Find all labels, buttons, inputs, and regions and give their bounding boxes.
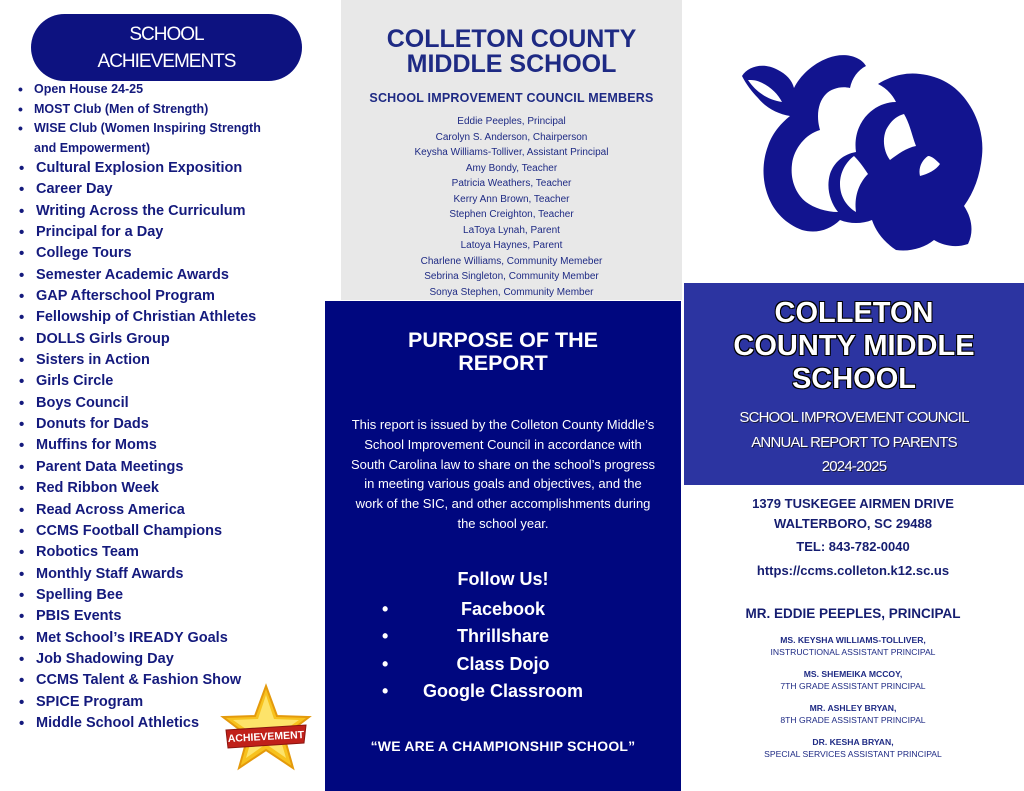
staff-role: 7TH GRADE ASSISTANT PRINCIPAL <box>780 680 926 691</box>
staff-entry <box>682 737 1024 760</box>
staff-name: MR. ASHLEY BRYAN, <box>809 703 897 713</box>
list-item: • Semester Academic Awards <box>18 265 338 286</box>
cover-panel <box>682 0 1024 791</box>
list-item: Eddie Peeples, Principal <box>457 116 566 127</box>
council-school-title-line1: COLLETON COUNTY <box>386 25 637 53</box>
purpose-title-line1: PURPOSE OF THE <box>408 328 598 352</box>
list-item: • Girls Circle <box>18 371 338 392</box>
cover-subtitle-line3: 2024-2025 <box>821 458 887 475</box>
achievement-badge-text: ACHIEVEMENT <box>227 729 305 745</box>
list-item: and Empowerment) <box>34 140 150 155</box>
achievements-title-line2: ACHIEVEMENTS <box>97 51 236 72</box>
list-item: Amy Bondy, Teacher <box>465 162 558 174</box>
council-school-title <box>341 27 682 77</box>
purpose-title <box>325 329 681 375</box>
social-link-class-dojo[interactable]: • Class Dojo <box>325 651 681 679</box>
staff-name: MS. KEYSHA WILLIAMS-TOLLIVER, <box>780 635 926 645</box>
school-address <box>682 494 1024 534</box>
council-panel <box>341 0 682 300</box>
staff-name: DR. KESHA BRYAN, <box>812 737 894 747</box>
list-item: • Principal for a Day <box>18 222 338 243</box>
list-item: • Career Day <box>18 179 338 200</box>
list-item: Charlene Williams, Community Memeber <box>420 255 603 267</box>
list-item: • MOST Club (Men of Strength) <box>18 100 338 120</box>
staff-entry <box>682 669 1024 692</box>
council-members-list <box>341 114 682 300</box>
list-item: • Muffins for Moms <box>18 435 338 456</box>
purpose-title-line2: REPORT <box>458 351 548 375</box>
list-item: • Open House 24-25 <box>18 80 338 100</box>
staff-role: 8TH GRADE ASSISTANT PRINCIPAL <box>780 714 926 725</box>
cover-school-name <box>684 297 1024 396</box>
list-item: • DOLLS Girls Group <box>18 329 338 350</box>
social-link-facebook[interactable]: • Facebook <box>325 596 681 624</box>
achievement-star-icon <box>220 683 312 775</box>
list-item: • SPICE Program <box>18 692 338 713</box>
staff-name: MS. SHEMEIKA MCCOY, <box>803 669 903 679</box>
social-links-list <box>325 596 681 706</box>
social-link-thrillshare[interactable]: • Thrillshare <box>325 623 681 651</box>
school-phone: TEL: 843-782-0040 <box>796 539 910 554</box>
staff-role: SPECIAL SERVICES ASSISTANT PRINCIPAL <box>764 748 942 759</box>
list-item: • Cultural Explosion Exposition <box>18 158 338 179</box>
council-members-heading: SCHOOL IMPROVEMENT COUNCIL MEMBERS <box>369 91 654 105</box>
list-item: Latoya Haynes, Parent <box>460 240 563 251</box>
school-website-link[interactable]: https://ccms.colleton.k12.sc.us <box>756 563 950 578</box>
list-item: • PBIS Events <box>18 606 338 627</box>
achievements-title <box>31 14 302 81</box>
council-school-title-line2: MIDDLE SCHOOL <box>406 50 617 78</box>
list-item: • Donuts for Dads <box>18 414 338 435</box>
follow-us-heading: Follow Us! <box>457 568 549 589</box>
list-item: • Sisters in Action <box>18 350 338 371</box>
list-item: • Parent Data Meetings <box>18 457 338 478</box>
cover-subtitle-line2: ANNUAL REPORT TO PARENTS <box>751 433 957 451</box>
achievements-panel <box>0 0 341 791</box>
list-item: • College Tours <box>18 243 338 264</box>
cover-report-subtitle <box>684 406 1024 480</box>
address-line1: 1379 TUSKEGEE AIRMEN DRIVE <box>752 496 954 511</box>
list-item: Sonya Stephen, Community Member <box>429 286 594 298</box>
staff-entry <box>682 635 1024 658</box>
list-item: • Fellowship of Christian Athletes <box>18 307 338 328</box>
purpose-text: This report is issued by the Colleton County Middle’s School Improvement Council in accordance with South Carolina law to share on the school’s progress in meeting various goals and objectives, and the work of the SIC, and other accomplishments during the school year. <box>351 417 655 531</box>
achievements-list <box>18 80 338 734</box>
achievements-title-line1: SCHOOL <box>129 24 204 45</box>
list-item: • GAP Afterschool Program <box>18 286 338 307</box>
list-item: Patricia Weathers, Teacher <box>451 178 572 189</box>
list-item: • Writing Across the Curriculum <box>18 201 338 222</box>
social-link-google-classroom[interactable]: • Google Classroom <box>325 678 681 706</box>
list-item: • Job Shadowing Day <box>18 649 338 670</box>
list-item: • Boys Council <box>18 393 338 414</box>
address-line2: WALTERBORO, SC 29488 <box>774 516 932 531</box>
staff-entry <box>682 703 1024 726</box>
list-item: Stephen Creighton, Teacher <box>449 209 574 220</box>
purpose-panel <box>325 301 681 791</box>
cover-title-box <box>684 283 1024 485</box>
principal-name: MR. EDDIE PEEPLES, PRINCIPAL <box>745 606 961 621</box>
list-item: Kerry Ann Brown, Teacher <box>453 193 570 205</box>
list-item: • Red Ribbon Week <box>18 478 338 499</box>
list-item: Keysha Williams-Tolliver, Assistant Principal <box>414 147 609 158</box>
list-item: • Middle School Athletics <box>18 713 338 734</box>
cover-school-name-line2: COUNTY MIDDLE <box>733 330 975 362</box>
cover-school-name-line1: COLLETON <box>774 297 934 329</box>
list-item: Sebrina Singleton, Community Member <box>424 271 599 282</box>
cover-school-name-line3: SCHOOL <box>791 363 917 395</box>
school-motto: “WE ARE A CHAMPIONSHIP SCHOOL” <box>370 738 636 754</box>
school-mascot-logo-icon <box>734 36 986 258</box>
list-item: • Met School’s IREADY Goals <box>18 628 338 649</box>
list-item: • CCMS Football Champions <box>18 521 338 542</box>
list-item: • WISE Club (Women Inspiring Strength <box>18 119 338 139</box>
cover-subtitle-line1: SCHOOL IMPROVEMENT COUNCIL <box>739 409 969 426</box>
list-item: • CCMS Talent & Fashion Show <box>18 670 338 691</box>
list-item: • Robotics Team <box>18 542 338 563</box>
list-item: LaToya Lynah, Parent <box>463 224 560 236</box>
staff-role: INSTRUCTIONAL ASSISTANT PRINCIPAL <box>770 646 936 657</box>
list-item: Carolyn S. Anderson, Chairperson <box>435 131 588 143</box>
list-item: • Read Across America <box>18 500 338 521</box>
list-item: • Monthly Staff Awards <box>18 564 338 585</box>
list-item: • Spelling Bee <box>18 585 338 606</box>
